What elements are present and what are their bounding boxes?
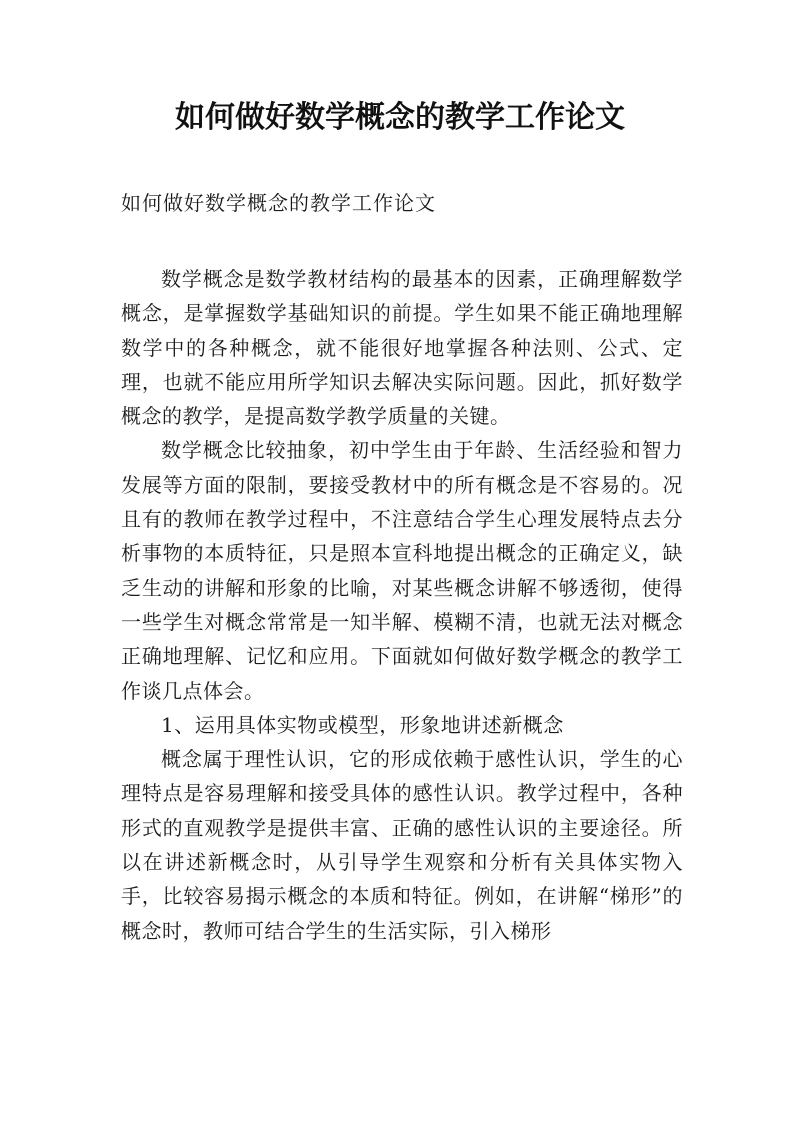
document-title: 如何做好数学概念的教学工作论文 xyxy=(175,100,625,135)
paragraph: 数学概念比较抽象，初中学生由于年龄、生活经验和智力发展等方面的限制，要接受教材中的所有概念是不容易的。况且有的教师在教学过程中，不注意结合学生心理发展特点去分析事物的本质特征，只是照本宣科地提出概念的正确定义，缺乏生动的讲解和形象的比喻，对某些概念讲解不够透彻，使得一些学生对概念常常是一知半解、模糊不清，也就无法对概念正确地理解、记忆和应用。下面就如何做好数学概念的教学工作谈几点体会。 xyxy=(121,438,683,703)
paragraph: 数学概念是数学教材结构的最基本的因素，正确理解数学概念，是掌握数学基础知识的前提。学生如果不能正确地理解数学中的各种概念，就不能很好地掌握各种法则、公式、定理，也就不能应用所学知识去解决实际问题。因此，抓好数学概念的教学，是提高数学教学质量的关键。 xyxy=(121,267,683,429)
paragraph: 概念属于理性认识，它的形成依赖于感性认识，学生的心理特点是容易理解和接受具体的感性认识。教学过程中，各种形式的直观教学是提供丰富、正确的感性认识的主要途径。所以在讲述新概念时，从引导学生观察和分析有关具体实物入手，比较容易揭示概念的本质和特征。例如，在讲解“梯形”的概念时，教师可结合学生的生活实际，引入梯形 xyxy=(121,747,683,943)
document-subtitle: 如何做好数学概念的教学工作论文 xyxy=(121,191,436,215)
section-heading: 1、运用具体实物或模型，形象地讲述新概念 xyxy=(161,712,564,737)
document-body xyxy=(121,262,683,948)
